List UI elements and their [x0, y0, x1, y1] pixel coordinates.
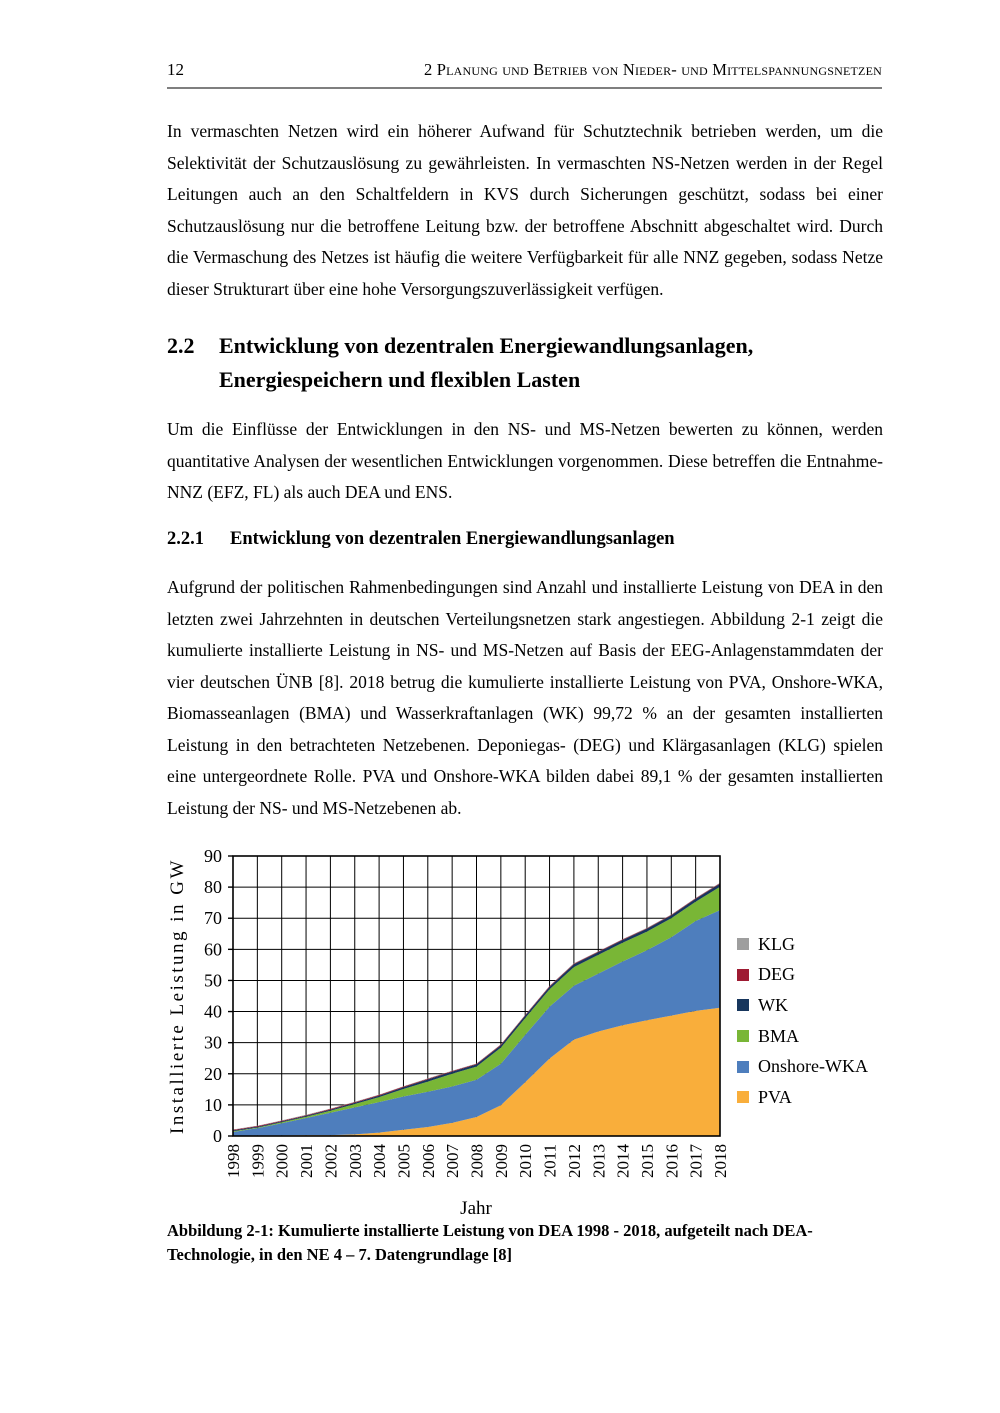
- x-tick-label: 2018: [711, 1144, 730, 1178]
- x-tick-label: 2009: [491, 1144, 511, 1178]
- section-heading-2-2: [167, 329, 887, 396]
- x-tick-label: 2008: [467, 1144, 487, 1178]
- x-tick-label: 2005: [394, 1144, 414, 1178]
- x-tick-label: 2011: [540, 1144, 560, 1178]
- y-tick-label: 10: [204, 1094, 222, 1115]
- x-tick-label: 2017: [686, 1144, 706, 1178]
- y-tick-label: 20: [204, 1063, 222, 1084]
- y-tick-label: 80: [204, 877, 222, 898]
- x-tick-label: 2015: [637, 1144, 657, 1178]
- y-tick-label: 70: [204, 908, 222, 929]
- legend-swatch-PVA: [737, 1091, 749, 1103]
- legend-label-WK: WK: [758, 994, 788, 1015]
- page-header: [167, 60, 882, 89]
- legend-label-KLG: KLG: [758, 933, 795, 954]
- legend-swatch-BMA: [737, 1030, 749, 1042]
- legend-label-DEG: DEG: [758, 964, 795, 985]
- section-title-line1: Entwicklung von dezentralen Energiewandlungsanlagen,: [219, 333, 754, 358]
- x-tick-label: 2006: [418, 1144, 438, 1178]
- x-tick-label: 2001: [297, 1144, 317, 1178]
- legend-item-WK: [737, 990, 868, 1021]
- x-axis-label: Jahr: [460, 1198, 492, 1219]
- section-title: [219, 329, 753, 396]
- legend-label-Onshore-WKA: Onshore-WKA: [758, 1056, 868, 1077]
- y-tick-label: 40: [204, 1001, 222, 1022]
- x-tick-label: 2013: [589, 1144, 609, 1178]
- legend-swatch-KLG: [737, 938, 749, 950]
- x-tick-label: 2002: [321, 1144, 341, 1178]
- legend-item-PVA: [737, 1082, 868, 1113]
- y-tick-label: 90: [204, 848, 222, 866]
- running-chapter-title: 2 Planung und Betrieb von Nieder- und Mittelspannungsnetzen: [423, 60, 882, 79]
- y-tick-label: 0: [213, 1126, 222, 1146]
- y-tick-label: 50: [204, 970, 222, 991]
- x-tick-label: 2012: [564, 1144, 584, 1178]
- legend-label-BMA: BMA: [758, 1025, 800, 1046]
- y-tick-label: 60: [204, 939, 222, 960]
- legend-item-DEG: [737, 960, 868, 991]
- paragraph-influences: Um die Einflüsse der Entwicklungen in den NS- und MS-Netzen bewerten zu können, werden quantitative Analysen der wesentlichen Entwicklungen vorgenommen. Diese betreffen die Entnahme-NNZ (EFZ, FL) als auch DEA und ENS.: [167, 419, 883, 502]
- x-tick-label: 1998: [224, 1144, 243, 1178]
- x-tick-label: 2004: [370, 1144, 390, 1178]
- section-number: 2.2: [167, 333, 195, 358]
- legend-swatch-WK: [737, 999, 749, 1011]
- x-tick-label: 2003: [345, 1144, 365, 1178]
- subsection-number: 2.2.1: [167, 529, 204, 549]
- section-title-line2: Energiespeichern und flexiblen Lasten: [219, 366, 581, 392]
- legend-swatch-Onshore-WKA: [737, 1061, 749, 1073]
- paragraph-meshed-networks: In vermaschten Netzen wird ein höherer Aufwand für Schutztechnik betrieben werden, um die Selektivität der Schutzauslösung zu gewährleisten. In vermaschten NS-Netzen werden in der Regel Leitungen auch an den Schaltfeldern in KVS durch Sicherungen geschützt, sodass bei einer Schutzauslösung nur die betroffene Leitung bzw. der betroffene Abschnitt abgeschaltet wird. Durch die Vermaschung des Netzes ist häufig die weitere Verfügbarkeit für alle NNZ gegeben, sodass Netze dieser Strukturart über eine hohe Versorgungszuverlässigkeit verfügen.: [167, 121, 883, 299]
- legend-item-BMA: [737, 1021, 868, 1052]
- subsection-title: Entwicklung von dezentralen Energiewandlungsanlagen: [230, 529, 675, 549]
- x-tick-label: 1999: [248, 1144, 268, 1178]
- x-tick-label: 2000: [272, 1144, 292, 1178]
- paragraph-dea-development: Aufgrund der politischen Rahmenbedingungen sind Anzahl und installierte Leistung von DEA in den letzten zwei Jahrzehnten in deutschen Verteilungsnetzen stark angestiegen. Abbildung 2-1 zeigt die kumulierte installierte Leistung in NS- und MS-Netzen auf Basis der EEG-Anlagenstammdaten der vier deutschen ÜNB [8]. 2018 betrug die kumulierte installierte Leistung von PVA, Onshore-WKA, Biomasseanlagen (BMA) und Wasserkraftanlagen (WK) 99,72 % an der gesamten installierten Leistung in den betrachteten Netzebenen. Deponiegas- (DEG) und Klärgasanlagen (KLG) spielen eine untergeordnete Rolle. PVA und Onshore-WKA bilden dabei 89,1 % der gesamten installierten Leistung der NS- und MS-Netzebenen ab.: [167, 577, 883, 818]
- y-axis-label: Installierte Leistung in GW: [167, 858, 188, 1134]
- legend-swatch-DEG: [737, 969, 749, 981]
- legend-label-PVA: PVA: [758, 1086, 792, 1107]
- page-number: 12: [167, 60, 184, 79]
- x-tick-label: 2007: [443, 1144, 463, 1178]
- y-tick-label: 30: [204, 1032, 222, 1053]
- chart-svg: [167, 848, 747, 1228]
- legend-item-KLG: [737, 929, 868, 960]
- x-tick-label: 2014: [613, 1144, 633, 1178]
- chart-legend: [737, 929, 868, 1113]
- x-tick-label: 2010: [516, 1144, 536, 1178]
- figure-caption: Abbildung 2-1: Kumulierte installierte Leistung von DEA 1998 - 2018, aufgeteilt nach DEA-Technologie, in den NE 4 – 7. Datengrundlage [8]: [167, 1221, 813, 1264]
- legend-item-Onshore-WKA: [737, 1051, 868, 1082]
- chart-plot-group: [204, 848, 730, 1178]
- x-tick-label: 2016: [662, 1144, 682, 1178]
- section-heading-2-2-1: [167, 525, 887, 553]
